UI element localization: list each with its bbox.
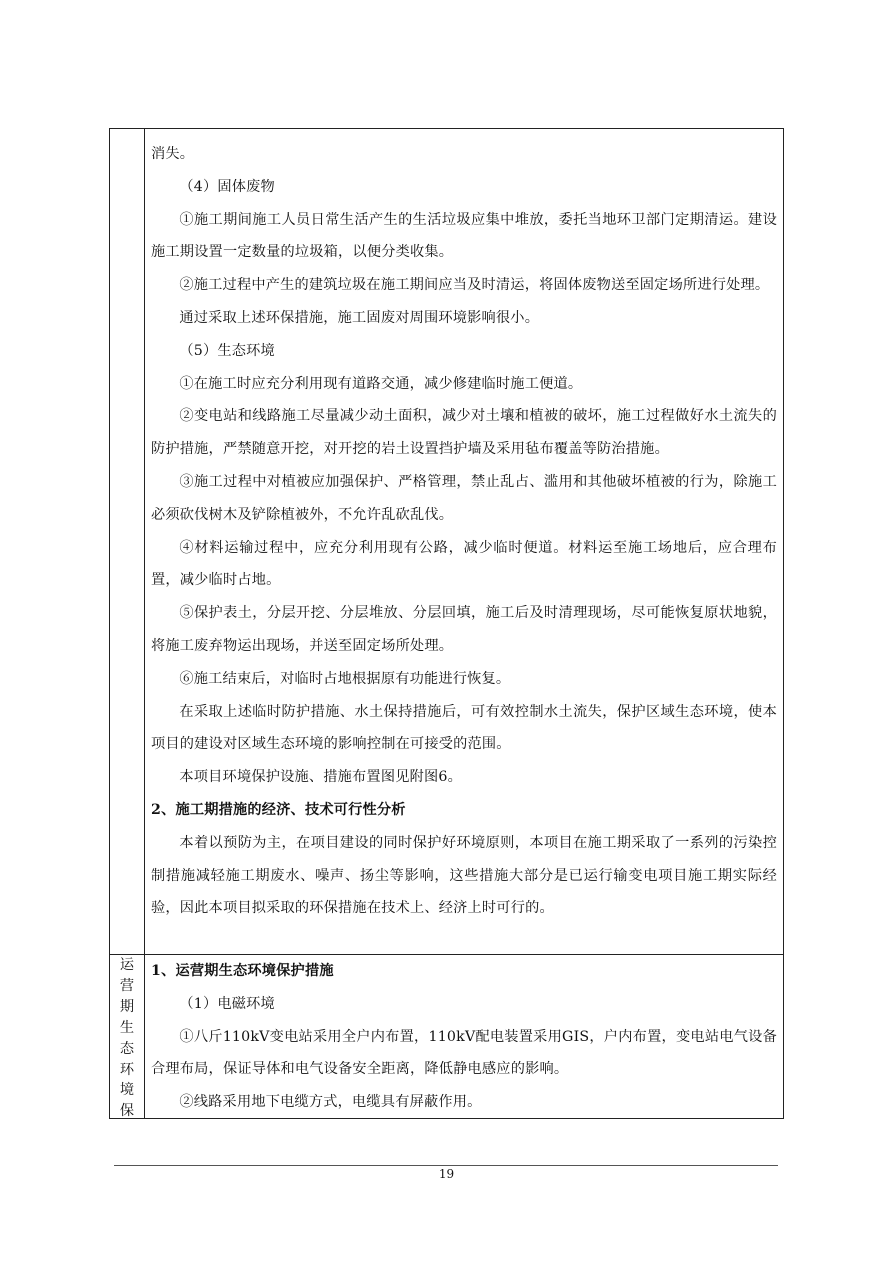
measures-table	[109, 128, 784, 1119]
paragraph: ①八斤110kV变电站采用全户内布置，110kV配电装置采用GIS，户内布置，变电站电气设备合理布局，保证导体和电气设备安全距离，降低静电感应的影响。	[151, 1028, 777, 1078]
paragraph: 本着以预防为主，在项目建设的同时保护好环境原则，本项目在施工期采取了一系列的污染控制措施减轻施工期废水、噪声、扬尘等影响，这些措施大部分是已运行输变电项目施工期实际经验，因此本项目拟采取的环保措施在技术上、经济上时可行的。	[151, 834, 777, 917]
label-char: 生	[119, 1019, 135, 1036]
construction-measures-cell	[151, 138, 777, 925]
paragraph: ⑥施工结束后，对临时占地根据原有功能进行恢复。	[179, 670, 511, 687]
paragraph: ①施工期间施工人员日常生活产生的生活垃圾应集中堆放，委托当地环卫部门定期清运。建设施工期设置一定数量的垃圾箱，以便分类收集。	[151, 211, 777, 261]
label-char: 境	[119, 1082, 135, 1099]
subheading-solid-waste: （4）固体废物	[179, 178, 275, 195]
paragraph: 通过采取上述环保措施，施工固废对周围环境影响很小。	[179, 309, 540, 326]
paragraph: 在采取上述临时防护措施、水土保持措施后，可有效控制水土流失，保护区域生态环境，使本项目的建设对区域生态环境的影响控制在可接受的范围。	[151, 703, 777, 753]
paragraph: ④材料运输过程中，应充分利用现有公路，减少临时便道。材料运至施工场地后，应合理布置，减少临时占地。	[151, 539, 777, 589]
label-char: 运	[119, 957, 135, 973]
label-char: 保	[119, 1103, 135, 1120]
subheading-ecology: （5）生态环境	[179, 342, 275, 359]
section-heading: 1、运营期生态环境保护措施	[151, 963, 334, 979]
paragraph: ③施工过程中对植被应加强保护、严格管理，禁止乱占、滥用和其他破坏植被的行为，除施工必须砍伐树木及铲除植被外，不允许乱砍乱伐。	[151, 473, 777, 523]
label-char: 营	[119, 977, 135, 994]
row-label-operation-period	[110, 955, 144, 1122]
paragraph: 消失。	[151, 146, 195, 162]
paragraph: ②施工过程中产生的建筑垃圾在施工期间应当及时清运，将固体废物送至固定场所进行处理。	[179, 277, 770, 294]
paragraph: ①在施工时应充分利用现有道路交通，减少修建临时施工便道。	[179, 375, 583, 392]
label-char: 态	[119, 1040, 135, 1057]
paragraph: ⑤保护表土，分层开挖、分层堆放、分层回填，施工后及时清理现场，尽可能恢复原状地貌，将施工废弃物运出现场，并送至固定场所处理。	[151, 605, 777, 654]
subheading-electromagnetic: （1）电磁环境	[179, 995, 275, 1012]
label-char: 期	[119, 998, 135, 1015]
operation-measures-cell	[151, 955, 777, 1119]
footer-rule	[114, 1165, 778, 1166]
paragraph: ②变电站和线路施工尽量减少动土面积，减少对土壤和植被的破坏，施工过程做好水土流失的防护措施，严禁随意开挖，对开挖的岩土设置挡护墙及采用毡布覆盖等防治措施。	[151, 408, 777, 458]
paragraph: 本项目环境保护设施、措施布置图见附图6。	[179, 769, 462, 786]
section-heading: 2、施工期措施的经济、技术可行性分析	[151, 801, 406, 818]
column-divider	[144, 129, 145, 1118]
label-char: 环	[119, 1061, 135, 1078]
page-number: 19	[438, 1167, 455, 1181]
paragraph: ②线路采用地下电缆方式，电缆具有屏蔽作用。	[179, 1094, 482, 1111]
